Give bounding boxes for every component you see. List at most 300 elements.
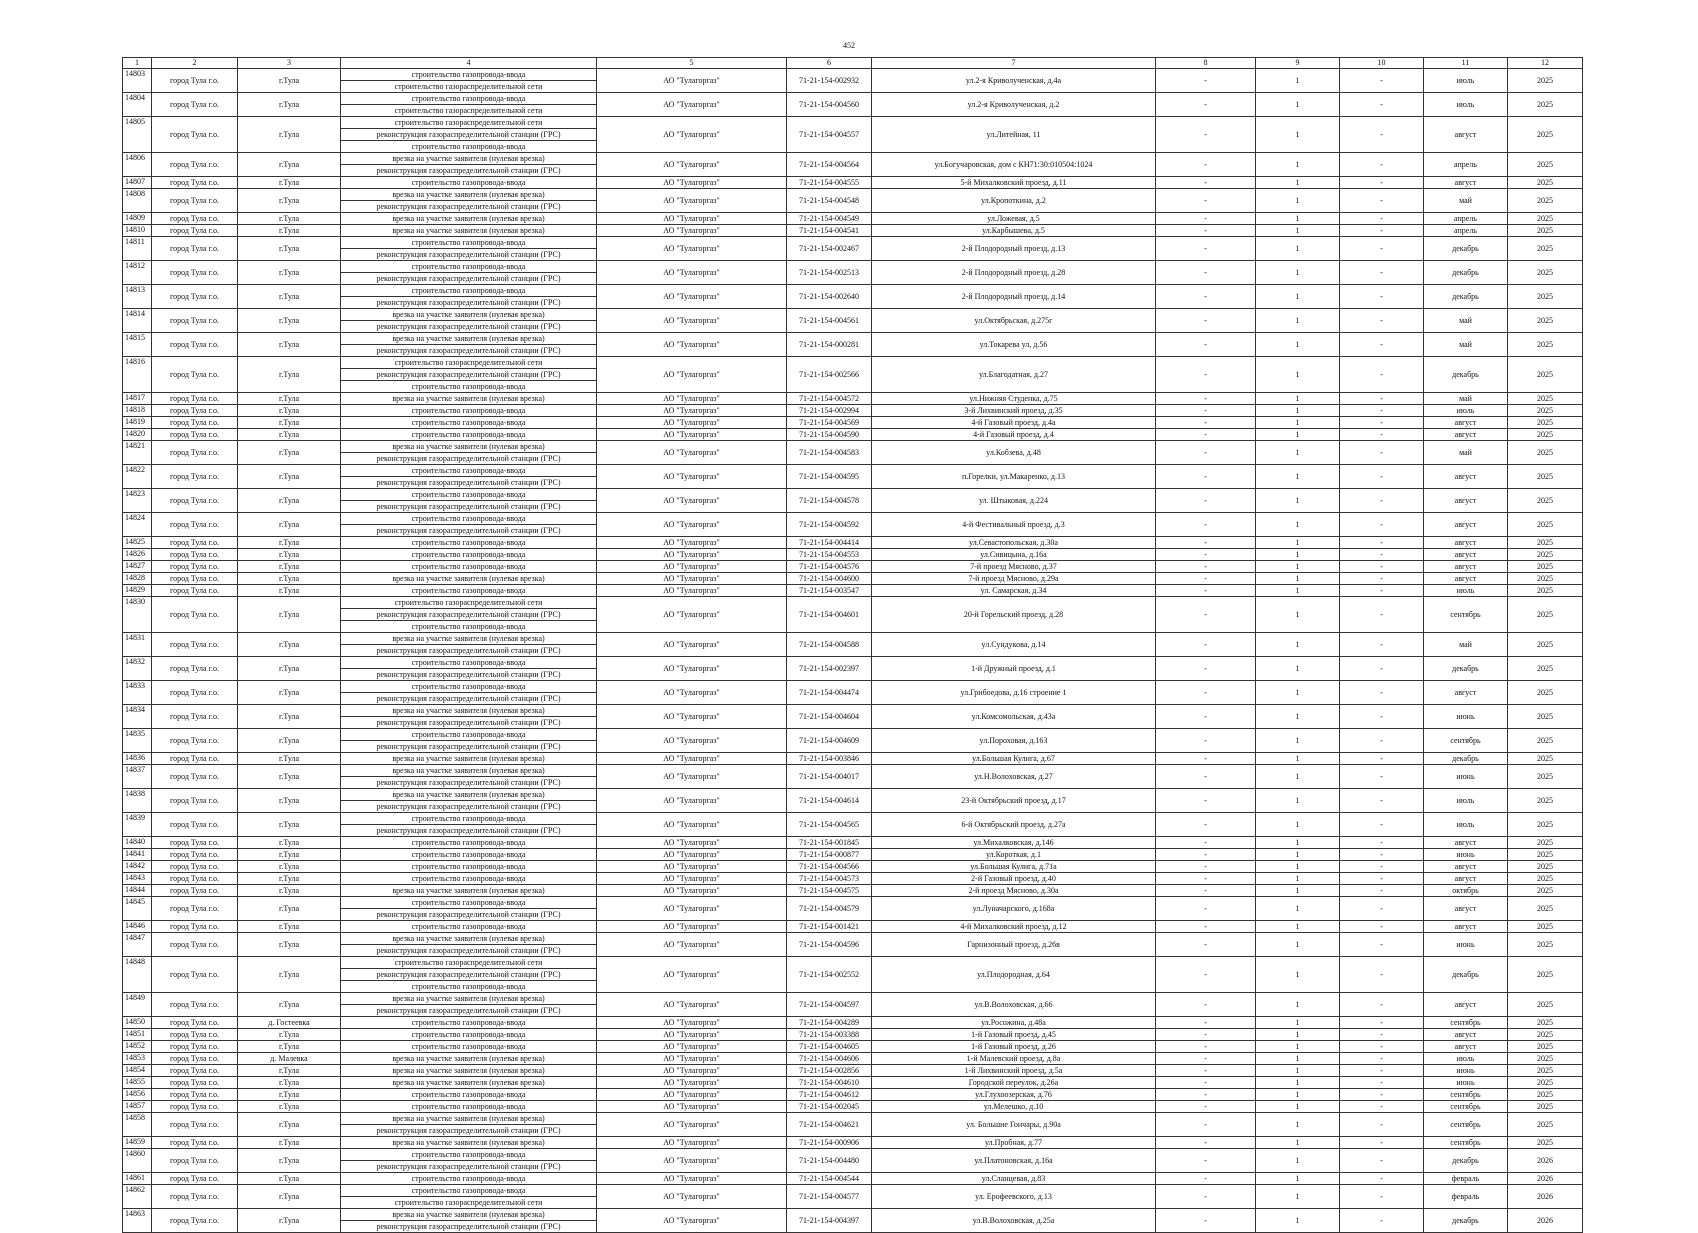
application-code-cell: 71-21-154-004576	[787, 561, 872, 573]
work-type-line: строительство газопровода-ввода	[341, 285, 596, 297]
column-8-cell: -	[1156, 1053, 1256, 1065]
address-cell: ул. Большие Гончары, д.90а	[872, 1113, 1156, 1137]
municipality-cell: город Тула г.о.	[152, 213, 238, 225]
column-number-header-row	[123, 58, 1583, 69]
work-type-cell	[341, 1137, 597, 1149]
quantity-cell: 1	[1256, 153, 1340, 177]
locality-cell: г.Тула	[238, 549, 341, 561]
work-type-line: реконструкция газораспределительной станции (ГРС)	[376, 274, 561, 283]
row-number-cell: 14813	[123, 285, 152, 309]
month-cell: декабрь	[1424, 237, 1508, 261]
column-10-cell: -	[1340, 729, 1424, 753]
column-8-cell: -	[1156, 189, 1256, 213]
work-type-line: реконструкция газораспределительной станции (ГРС)	[376, 166, 561, 175]
municipality-cell: город Тула г.о.	[152, 117, 238, 153]
month-cell: февраль	[1424, 1173, 1508, 1185]
application-code-cell: 71-21-154-004606	[787, 1053, 872, 1065]
municipality-cell: город Тула г.о.	[152, 177, 238, 189]
locality-cell: г.Тула	[238, 705, 341, 729]
quantity-cell: 1	[1256, 633, 1340, 657]
column-8-cell: -	[1156, 1017, 1256, 1029]
organization-cell: АО "Тулагоргаз"	[597, 69, 787, 93]
address-cell: ул.Платоновская, д.16а	[872, 1149, 1156, 1173]
work-type-line: строительство газораспределительной сети	[394, 1198, 543, 1207]
quantity-cell: 1	[1256, 921, 1340, 933]
column-10-cell: -	[1340, 309, 1424, 333]
address-cell: 4-й Михалковский проезд, д.12	[872, 921, 1156, 933]
application-code-cell: 71-21-154-004564	[787, 153, 872, 177]
work-type-line: строительство газопровода-ввода	[341, 237, 596, 249]
row-number-cell: 14812	[123, 261, 152, 285]
column-8-cell: -	[1156, 213, 1256, 225]
organization-cell: АО "Тулагоргаз"	[597, 1209, 787, 1233]
work-type-line: строительство газопровода-ввода	[341, 261, 596, 273]
municipality-cell: город Тула г.о.	[152, 489, 238, 513]
address-cell: ул.Михалковская, д.146	[872, 837, 1156, 849]
year-cell: 2025	[1508, 1065, 1583, 1077]
column-8-cell: -	[1156, 441, 1256, 465]
table-row	[123, 921, 1583, 933]
work-type-line: врезка на участке заявителя (нулевая врезка)	[341, 153, 596, 165]
column-8-cell: -	[1156, 1209, 1256, 1233]
year-cell: 2025	[1508, 213, 1583, 225]
row-number-cell: 14834	[123, 705, 152, 729]
row-number-cell: 14860	[123, 1149, 152, 1173]
column-8-cell: -	[1156, 117, 1256, 153]
work-type-line: реконструкция газораспределительной станции (ГРС)	[376, 802, 561, 811]
month-cell: август	[1424, 1029, 1508, 1041]
column-8-cell: -	[1156, 1089, 1256, 1101]
municipality-cell: город Тула г.о.	[152, 537, 238, 549]
application-code-cell: 71-21-154-004397	[787, 1209, 872, 1233]
organization-cell: АО "Тулагоргаз"	[597, 849, 787, 861]
quantity-cell: 1	[1256, 849, 1340, 861]
month-cell: июль	[1424, 405, 1508, 417]
address-cell: ул.2-я Криволученская, д.2	[872, 93, 1156, 117]
column-10-cell: -	[1340, 1149, 1424, 1173]
work-type-line: строительство газопровода-ввода	[411, 982, 526, 991]
work-type-cell	[341, 897, 597, 921]
row-number-cell: 14808	[123, 189, 152, 213]
table-row	[123, 573, 1583, 585]
column-10-cell: -	[1340, 213, 1424, 225]
work-type-line: строительство газораспределительной сети	[341, 117, 596, 129]
locality-cell: г.Тула	[238, 429, 341, 441]
row-number-cell: 14817	[123, 393, 152, 405]
work-type-line: строительство газопровода-ввода	[411, 142, 526, 151]
organization-cell: АО "Тулагоргаз"	[597, 789, 787, 813]
address-cell: ул.Большая Кулига, д.67	[872, 753, 1156, 765]
municipality-cell: город Тула г.о.	[152, 1185, 238, 1209]
municipality-cell: город Тула г.о.	[152, 285, 238, 309]
work-type-line: строительство газопровода-ввода	[411, 622, 526, 631]
work-type-line: строительство газопровода-ввода	[411, 178, 526, 187]
year-cell: 2025	[1508, 309, 1583, 333]
municipality-cell: город Тула г.о.	[152, 729, 238, 753]
municipality-cell: город Тула г.о.	[152, 393, 238, 405]
organization-cell: АО "Тулагоргаз"	[597, 441, 787, 465]
application-code-cell: 71-21-154-002856	[787, 1065, 872, 1077]
application-code-cell: 71-21-154-002467	[787, 237, 872, 261]
column-header: 4	[341, 58, 597, 69]
quantity-cell: 1	[1256, 405, 1340, 417]
application-code-cell: 71-21-154-004605	[787, 1041, 872, 1053]
work-type-line: реконструкция газораспределительной станции (ГРС)	[376, 478, 561, 487]
municipality-cell: город Тула г.о.	[152, 1041, 238, 1053]
row-number-cell: 14863	[123, 1209, 152, 1233]
work-type-line: врезка на участке заявителя (нулевая врезка)	[341, 333, 596, 345]
work-type-cell	[341, 765, 597, 789]
quantity-cell: 1	[1256, 357, 1340, 393]
address-cell: ул.Короткая, д.1	[872, 849, 1156, 861]
application-code-cell: 71-21-154-002552	[787, 957, 872, 993]
year-cell: 2025	[1508, 1089, 1583, 1101]
month-cell: август	[1424, 861, 1508, 873]
work-type-cell	[341, 429, 597, 441]
column-8-cell: -	[1156, 513, 1256, 537]
address-cell: ул.Карбышева, д.5	[872, 225, 1156, 237]
row-number-cell: 14827	[123, 561, 152, 573]
municipality-cell: город Тула г.о.	[152, 765, 238, 789]
column-8-cell: -	[1156, 729, 1256, 753]
row-number-cell: 14837	[123, 765, 152, 789]
quantity-cell: 1	[1256, 597, 1340, 633]
year-cell: 2025	[1508, 261, 1583, 285]
column-8-cell: -	[1156, 1041, 1256, 1053]
organization-cell: АО "Тулагоргаз"	[597, 765, 787, 789]
municipality-cell: город Тула г.о.	[152, 849, 238, 861]
column-10-cell: -	[1340, 417, 1424, 429]
year-cell: 2025	[1508, 585, 1583, 597]
column-8-cell: -	[1156, 153, 1256, 177]
table-body	[123, 58, 1583, 1233]
address-cell: 23-й Октябрьский проезд, д.17	[872, 789, 1156, 813]
row-number-cell: 14833	[123, 681, 152, 705]
work-type-line: врезка на участке заявителя (нулевая врезка)	[392, 754, 545, 763]
quantity-cell: 1	[1256, 897, 1340, 921]
year-cell: 2025	[1508, 225, 1583, 237]
municipality-cell: город Тула г.о.	[152, 549, 238, 561]
address-cell: 1-й Дружный проезд, д.1	[872, 657, 1156, 681]
column-header: 6	[787, 58, 872, 69]
work-type-line: реконструкция газораспределительной станции (ГРС)	[376, 1162, 561, 1171]
municipality-cell: город Тула г.о.	[152, 333, 238, 357]
work-type-line: врезка на участке заявителя (нулевая врезка)	[392, 1054, 545, 1063]
address-cell: ул. Самарская, д.34	[872, 585, 1156, 597]
work-type-line: врезка на участке заявителя (нулевая врезка)	[341, 789, 596, 801]
table-row	[123, 657, 1583, 681]
month-cell: июнь	[1424, 765, 1508, 789]
month-cell: сентябрь	[1424, 597, 1508, 633]
address-cell: ул.В.Волоховская, д.66	[872, 993, 1156, 1017]
application-code-cell: 71-21-154-004604	[787, 705, 872, 729]
application-code-cell: 71-21-154-000906	[787, 1137, 872, 1149]
locality-cell: г.Тула	[238, 1041, 341, 1053]
table-row	[123, 417, 1583, 429]
locality-cell: г.Тула	[238, 861, 341, 873]
column-10-cell: -	[1340, 285, 1424, 309]
column-8-cell: -	[1156, 873, 1256, 885]
work-type-line: врезка на участке заявителя (нулевая врезка)	[341, 441, 596, 453]
month-cell: май	[1424, 633, 1508, 657]
municipality-cell: город Тула г.о.	[152, 189, 238, 213]
year-cell: 2025	[1508, 993, 1583, 1017]
address-cell: Городской переулок, д.26а	[872, 1077, 1156, 1089]
application-code-cell: 71-21-154-004569	[787, 417, 872, 429]
address-cell: ул.Севастопольская, д.30а	[872, 537, 1156, 549]
table-row	[123, 393, 1583, 405]
column-10-cell: -	[1340, 177, 1424, 189]
municipality-cell: город Тула г.о.	[152, 225, 238, 237]
work-type-line: реконструкция газораспределительной станции (ГРС)	[376, 202, 561, 211]
month-cell: июль	[1424, 1053, 1508, 1065]
work-type-cell	[341, 585, 597, 597]
work-type-cell	[341, 729, 597, 753]
month-cell: декабрь	[1424, 1149, 1508, 1173]
column-8-cell: -	[1156, 957, 1256, 993]
locality-cell: г.Тула	[238, 333, 341, 357]
locality-cell: г.Тула	[238, 921, 341, 933]
work-type-cell	[341, 261, 597, 285]
organization-cell: АО "Тулагоргаз"	[597, 585, 787, 597]
row-number-cell: 14851	[123, 1029, 152, 1041]
quantity-cell: 1	[1256, 1041, 1340, 1053]
quantity-cell: 1	[1256, 657, 1340, 681]
month-cell: август	[1424, 417, 1508, 429]
address-cell: ул.Сланцевая, д.83	[872, 1173, 1156, 1185]
locality-cell: г.Тула	[238, 537, 341, 549]
row-number-cell: 14831	[123, 633, 152, 657]
column-10-cell: -	[1340, 1053, 1424, 1065]
quantity-cell: 1	[1256, 753, 1340, 765]
month-cell: май	[1424, 189, 1508, 213]
row-number-cell: 14824	[123, 513, 152, 537]
municipality-cell: город Тула г.о.	[152, 1137, 238, 1149]
row-number-cell: 14841	[123, 849, 152, 861]
month-cell: июнь	[1424, 1065, 1508, 1077]
organization-cell: АО "Тулагоргаз"	[597, 261, 787, 285]
year-cell: 2025	[1508, 405, 1583, 417]
application-code-cell: 71-21-154-002640	[787, 285, 872, 309]
column-10-cell: -	[1340, 549, 1424, 561]
municipality-cell: город Тула г.о.	[152, 237, 238, 261]
quantity-cell: 1	[1256, 465, 1340, 489]
address-cell: ул.Грибоедова, д.16 строение 1	[872, 681, 1156, 705]
month-cell: май	[1424, 333, 1508, 357]
table-row	[123, 1077, 1583, 1089]
address-cell: ул.Луначарского, д.168а	[872, 897, 1156, 921]
organization-cell: АО "Тулагоргаз"	[597, 861, 787, 873]
address-cell: ул.Большая Кулига, д.71а	[872, 861, 1156, 873]
locality-cell: г.Тула	[238, 897, 341, 921]
work-type-line: врезка на участке заявителя (нулевая врезка)	[341, 993, 596, 1005]
application-code-cell: 71-21-154-004566	[787, 861, 872, 873]
column-10-cell: -	[1340, 117, 1424, 153]
column-10-cell: -	[1340, 357, 1424, 393]
column-8-cell: -	[1156, 1113, 1256, 1137]
column-10-cell: -	[1340, 1173, 1424, 1185]
column-header: 5	[597, 58, 787, 69]
month-cell: август	[1424, 549, 1508, 561]
table-row	[123, 237, 1583, 261]
row-number-cell: 14838	[123, 789, 152, 813]
column-8-cell: -	[1156, 237, 1256, 261]
year-cell: 2025	[1508, 837, 1583, 849]
year-cell: 2025	[1508, 861, 1583, 873]
month-cell: апрель	[1424, 225, 1508, 237]
organization-cell: АО "Тулагоргаз"	[597, 873, 787, 885]
application-code-cell: 71-21-154-002397	[787, 657, 872, 681]
column-10-cell: -	[1340, 681, 1424, 705]
work-type-cell	[341, 705, 597, 729]
month-cell: апрель	[1424, 213, 1508, 225]
work-type-cell	[341, 213, 597, 225]
quantity-cell: 1	[1256, 933, 1340, 957]
locality-cell: г.Тула	[238, 657, 341, 681]
locality-cell: г.Тула	[238, 393, 341, 405]
column-10-cell: -	[1340, 873, 1424, 885]
table-row	[123, 405, 1583, 417]
row-number-cell: 14849	[123, 993, 152, 1017]
year-cell: 2025	[1508, 1053, 1583, 1065]
row-number-cell: 14862	[123, 1185, 152, 1209]
column-8-cell: -	[1156, 549, 1256, 561]
year-cell: 2025	[1508, 573, 1583, 585]
table-row	[123, 1209, 1583, 1233]
application-code-cell: 71-21-154-004549	[787, 213, 872, 225]
work-type-cell	[341, 1173, 597, 1185]
quantity-cell: 1	[1256, 585, 1340, 597]
work-type-line: строительство газопровода-ввода	[411, 874, 526, 883]
table-row	[123, 189, 1583, 213]
quantity-cell: 1	[1256, 1065, 1340, 1077]
work-type-cell	[341, 873, 597, 885]
address-cell: 7-й проезд Мясново, д.37	[872, 561, 1156, 573]
year-cell: 2025	[1508, 189, 1583, 213]
work-type-cell	[341, 537, 597, 549]
work-type-cell	[341, 189, 597, 213]
organization-cell: АО "Тулагоргаз"	[597, 1173, 787, 1185]
quantity-cell: 1	[1256, 1113, 1340, 1137]
year-cell: 2025	[1508, 873, 1583, 885]
municipality-cell: город Тула г.о.	[152, 441, 238, 465]
work-type-line: реконструкция газораспределительной станции (ГРС)	[376, 670, 561, 679]
organization-cell: АО "Тулагоргаз"	[597, 753, 787, 765]
row-number-cell: 14807	[123, 177, 152, 189]
month-cell: июль	[1424, 789, 1508, 813]
column-8-cell: -	[1156, 1173, 1256, 1185]
application-code-cell: 71-21-154-003846	[787, 753, 872, 765]
organization-cell: АО "Тулагоргаз"	[597, 1185, 787, 1209]
quantity-cell: 1	[1256, 489, 1340, 513]
column-header: 8	[1156, 58, 1256, 69]
column-header: 11	[1424, 58, 1508, 69]
row-number-cell: 14839	[123, 813, 152, 837]
quantity-cell: 1	[1256, 177, 1340, 189]
year-cell: 2025	[1508, 813, 1583, 837]
column-10-cell: -	[1340, 69, 1424, 93]
work-type-cell	[341, 597, 597, 633]
locality-cell: г.Тула	[238, 285, 341, 309]
row-number-cell: 14858	[123, 1113, 152, 1137]
quantity-cell: 1	[1256, 789, 1340, 813]
row-number-cell: 14857	[123, 1101, 152, 1113]
work-type-line: строительство газопровода-ввода	[411, 562, 526, 571]
municipality-cell: город Тула г.о.	[152, 597, 238, 633]
address-cell: 7-й проезд Мясново, д.29а	[872, 573, 1156, 585]
locality-cell: г.Тула	[238, 729, 341, 753]
municipality-cell: город Тула г.о.	[152, 357, 238, 393]
column-header: 1	[123, 58, 152, 69]
application-code-cell: 71-21-154-004541	[787, 225, 872, 237]
row-number-cell: 14803	[123, 69, 152, 93]
work-type-cell	[341, 849, 597, 861]
address-cell: ул.Н.Волоховская, д.27	[872, 765, 1156, 789]
month-cell: сентябрь	[1424, 729, 1508, 753]
month-cell: август	[1424, 1041, 1508, 1053]
year-cell: 2025	[1508, 657, 1583, 681]
column-10-cell: -	[1340, 1137, 1424, 1149]
month-cell: август	[1424, 489, 1508, 513]
year-cell: 2025	[1508, 1041, 1583, 1053]
work-type-cell	[341, 93, 597, 117]
table-row	[123, 837, 1583, 849]
row-number-cell: 14859	[123, 1137, 152, 1149]
table-row	[123, 957, 1583, 993]
column-8-cell: -	[1156, 561, 1256, 573]
address-cell: п.Горелки, ул.Макаренко, д.13	[872, 465, 1156, 489]
month-cell: декабрь	[1424, 753, 1508, 765]
column-10-cell: -	[1340, 225, 1424, 237]
organization-cell: АО "Тулагоргаз"	[597, 897, 787, 921]
work-type-line: врезка на участке заявителя (нулевая врезка)	[341, 933, 596, 945]
organization-cell: АО "Тулагоргаз"	[597, 357, 787, 393]
municipality-cell: город Тула г.о.	[152, 957, 238, 993]
address-cell: 1-й Малевский проезд, д.8а	[872, 1053, 1156, 1065]
application-code-cell: 71-21-154-001421	[787, 921, 872, 933]
row-number-cell: 14853	[123, 1053, 152, 1065]
application-code-cell: 71-21-154-000877	[787, 849, 872, 861]
application-code-cell: 71-21-154-004414	[787, 537, 872, 549]
work-type-line: реконструкция газораспределительной станции (ГРС)	[376, 1222, 561, 1231]
month-cell: сентябрь	[1424, 1101, 1508, 1113]
year-cell: 2025	[1508, 897, 1583, 921]
year-cell: 2025	[1508, 1101, 1583, 1113]
column-10-cell: -	[1340, 93, 1424, 117]
quantity-cell: 1	[1256, 957, 1340, 993]
work-type-line: реконструкция газораспределительной станции (ГРС)	[376, 502, 561, 511]
column-8-cell: -	[1156, 1185, 1256, 1209]
locality-cell: г.Тула	[238, 585, 341, 597]
locality-cell: г.Тула	[238, 153, 341, 177]
address-cell: ул.2-я Криволученская, д.4а	[872, 69, 1156, 93]
address-cell: 2-й Плодородный проезд, д.14	[872, 285, 1156, 309]
address-cell: 2-й Плодородный проезд, д.28	[872, 261, 1156, 285]
month-cell: май	[1424, 309, 1508, 333]
work-type-cell	[341, 549, 597, 561]
table-row	[123, 1029, 1583, 1041]
quantity-cell: 1	[1256, 813, 1340, 837]
organization-cell: АО "Тулагоргаз"	[597, 465, 787, 489]
municipality-cell: город Тула г.о.	[152, 1077, 238, 1089]
column-8-cell: -	[1156, 837, 1256, 849]
column-8-cell: -	[1156, 573, 1256, 585]
year-cell: 2025	[1508, 1017, 1583, 1029]
work-type-line: строительство газопровода-ввода	[411, 538, 526, 547]
row-number-cell: 14852	[123, 1041, 152, 1053]
work-type-line: врезка на участке заявителя (нулевая врезка)	[392, 214, 545, 223]
work-type-cell	[341, 1209, 597, 1233]
